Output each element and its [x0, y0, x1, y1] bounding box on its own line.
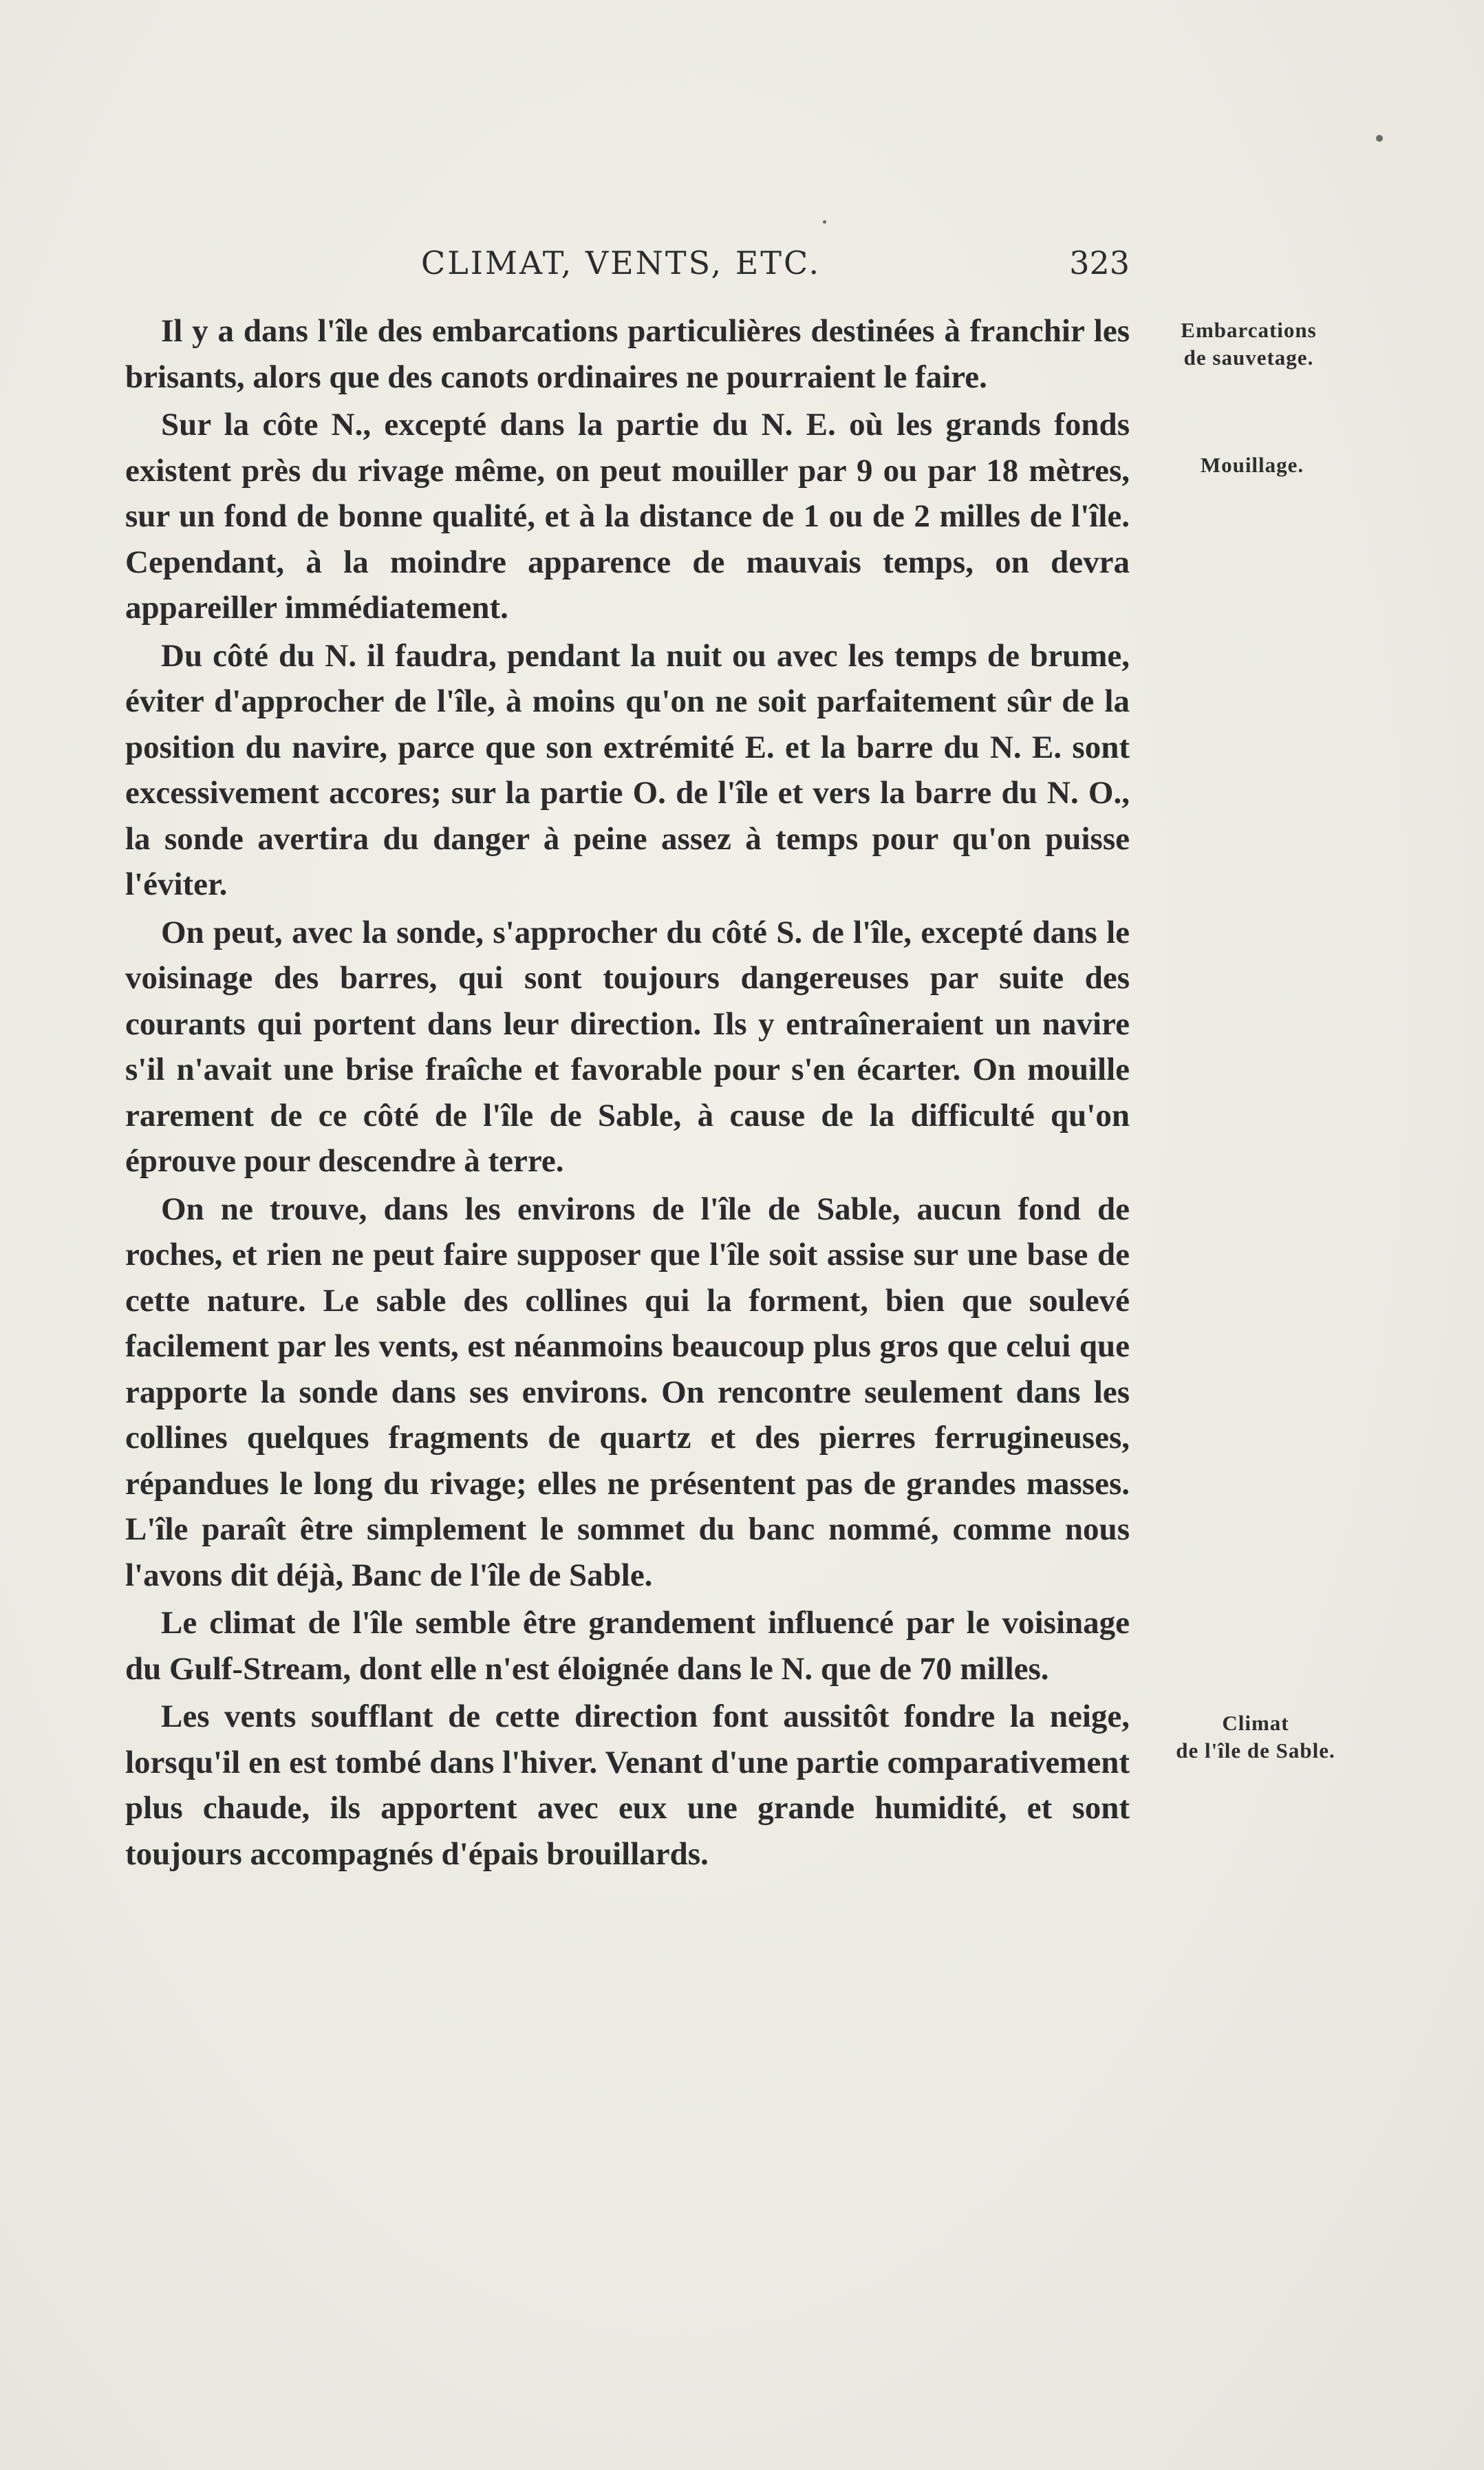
ink-speck	[1376, 135, 1383, 142]
page-number: 323	[1069, 244, 1130, 281]
marginal-note-climat	[1146, 1710, 1366, 1765]
marginal-note-embarcations	[1170, 317, 1328, 372]
ink-speck	[823, 220, 826, 224]
marginal-note-line: de sauvetage.	[1183, 345, 1314, 370]
paragraph-embarcations: Il y a dans l'île des embarcations particulières destinées à franchir les brisants, alors que des canots ordinaires ne pourraient le faire.	[125, 313, 1130, 395]
marginal-note-line: Mouillage.	[1200, 453, 1304, 477]
marginal-note-line: Embarcations	[1181, 318, 1317, 342]
marginal-note-line: Climat	[1222, 1711, 1289, 1735]
body-text	[125, 308, 1130, 1879]
running-head	[125, 244, 1130, 292]
marginal-note-mouillage	[1183, 451, 1321, 479]
paragraph-vents: Les vents soufflant de cette direction font aussitôt fondre la neige, lorsqu'il en est tombé dans l'hiver. Venant d'une partie comparativement plus chaude, ils apportent avec eux une grande humidité, et sont toujours accompagnés d'épais brouillards.	[125, 1699, 1130, 1872]
paragraph-fond-de-roches: On ne trouve, dans les environs de l'île de Sable, aucun fond de roches, et rien ne peut faire supposer que l'île soit assise sur une base de cette nature. Le sable des collines qui la forment, bien que soulevé facilement par les vents, est néanmoins beaucoup plus gros que celui que rapporte la sonde dans ses environs. On rencontre seulement dans les collines quelques fragments de quartz et des pierres ferrugineuses, répandues le long du rivage; elles ne présentent pas de grandes masses. L'île paraît être simplement le sommet du banc nommé, comme nous l'avons dit déjà, Banc de l'île de Sable.	[125, 1191, 1130, 1593]
paragraph-cote-nord-nuit: Du côté du N. il faudra, pendant la nuit ou avec les temps de brume, éviter d'approcher de l'île, à moins qu'on ne soit parfaitement sûr de la position du navire, parce que son extrémité E. et la barre du N. E. sont excessivement accores; sur la partie O. de l'île et vers la barre du N. O., la sonde avertira du danger à peine assez à temps pour qu'on puisse l'éviter.	[125, 637, 1130, 902]
paragraph-cote-sud: On peut, avec la sonde, s'approcher du côté S. de l'île, excepté dans le voisinage des barres, qui sont toujours dangereuses par suite des courants qui portent dans leur direction. Ils y entraîneraient un navire s'il n'avait une brise fraîche et favorable pour s'en écarter. On mouille rarement de ce côté de l'île de Sable, à cause de la difficulté qu'on éprouve pour descendre à terre.	[125, 914, 1130, 1179]
paragraph-climat: Le climat de l'île semble être grandement influencé par le voisinage du Gulf-Stream, dont elle n'est éloignée dans le N. que de 70 milles.	[125, 1605, 1130, 1687]
paragraph-mouillage-cote-nord: Sur la côte N., excepté dans la partie du N. E. où les grands fonds existent près du rivage même, on peut mouiller par 9 ou par 18 mètres, sur un fond de bonne qualité, et à la distance de 1 ou de 2 milles de l'île. Cependant, à la moindre apparence de mauvais temps, on devra appareiller immédiatement.	[125, 407, 1130, 626]
running-title: CLIMAT, VENTS, ETC.	[421, 244, 821, 281]
marginal-note-line: de l'île de Sable.	[1176, 1738, 1335, 1763]
